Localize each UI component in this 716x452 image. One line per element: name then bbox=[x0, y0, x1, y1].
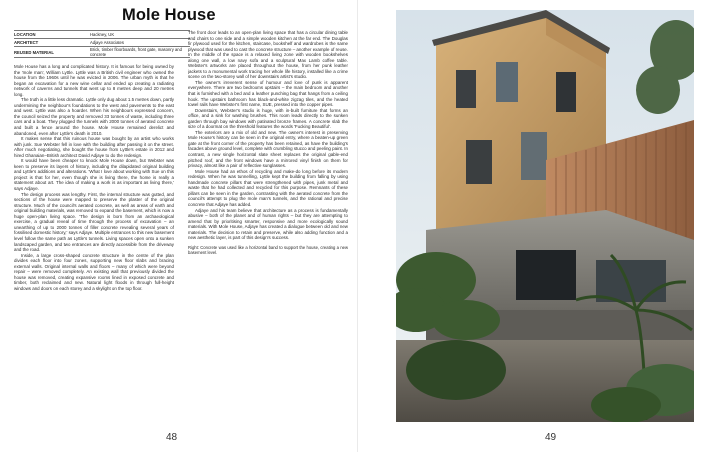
body-paragraph: The owner's irreverent sense of humour and love of punk is apparent everywhere. There are two bedrooms upstairs – the main bedroom and another that is furnished with a bed and a leather punching bag that hangs from a ceiling hook. The upstairs bathroom has black-and-white zigzag tiles, and the heated towel rails have Webster's first name, SUE, pressed into the copper pipes. bbox=[188, 79, 348, 108]
project-info-table bbox=[14, 30, 190, 58]
project-info-label: LOCATION bbox=[14, 31, 36, 37]
body-paragraph: The design process was lengthy. First, the internal structure was gutted, and sections of the house were mapped to preserve the plaster of the original structure. Much of the council's aerated concrete, as well as areas of earth and original building materials, was removed to expand the basement, which is now a huge open-plan living space. 'The design is born from an archaeological exercise, a gradual reveal of time through the process of excavation – an unearthing of up to 2000 tonnes of filler concrete revealing several years of fossilised domestic history,' says Adjaye. Multiple entrances to this new basement level follow the same path as Lyttle's tunnels. Living spaces open onto a sunken landscaped garden, and two entrances are directly accessible from the driveway and the road. bbox=[14, 191, 174, 253]
body-paragraph: Inside, a large cross-shaped concrete structure in the centre of the plan divides each floor into four zones, supporting new floor slabs and bracing external walls. Original internal walls and floors – many of which were beyond repair – were removed completely. An existing wall that previously divided the house was removed, creating expansive rooms lined in exposed concrete and timber, both reclaimed and new. Natural light floods in through full-height windows and doors on each storey and a skylight on the top floor. bbox=[14, 252, 174, 291]
house-photo bbox=[396, 10, 694, 422]
body-paragraph: The exteriors are a mix of old and new. The owner's interest in preserving Mole House's history can be seen in the original entry, where a beaten-up green gate at the front corner of the property has been retained, as have the building's facades above ground level, complete with crumbling stucco and peeling paint. In contrast, a new single horizontal slate sheet replaces the original gable-end pitched roof, and the front windows have a mirrored vinyl finish on them for privacy, almost like a pair of reflective sunglasses. bbox=[188, 129, 348, 169]
body-paragraph: The front door leads to an open-plan living space that has a circular dining table and chairs to one side and a simple wooden kitchen at the far end. The Douglas fir plywood used for the kitchen, staircase, bookshelf and wardrobes is the same plywood that was used to cast the concrete structure – another example of reuse. In the middle of the space is a relaxed living zone with wooden bookshelves along one wall, a low navy sofa and a sculptural Max Lamb coffee table. Webster's artworks are placed throughout the house, from her punk leather jackets to a monumental work tracing her whole life history, installed like a crime scene on the two-storey wall of her downstairs artist's studio. bbox=[188, 30, 348, 80]
project-info-value: Hackney, UK bbox=[90, 31, 115, 37]
project-info-row bbox=[14, 30, 190, 38]
body-paragraph: Downstairs, Webster's studio is huge, with in-built furniture that forms an office, and a sink for washing brushes. This room leads directly to the sunken garden through bay windows with patinated bronze frames. A concrete slab the size of a doormat on the threshold features the words 'Fucking Beautiful'. bbox=[188, 107, 348, 130]
project-info-label: ARCHITECT bbox=[14, 39, 39, 45]
body-paragraph: It would have been cheaper to knock Mole House down, but Webster was keen to preserve its layers of history, including the dilapidated original building and Lyttle's additions and alterations. 'What I love about working with Sue on this project is that for her, even though she is living there, the home is really a statement about art. The idea of making a work is as important as living there,' says Adjaye. bbox=[14, 158, 174, 192]
photo-caption: Right: Concrete was used like a horizontal band to support the house, creating a new basement level. bbox=[188, 244, 348, 255]
body-paragraph: Adjaye and his team believe that architecture as a process is fundamentally abusive – both of the planet and of human rights – but they are attempting to amend that by prioritising smarter, responsive and more ecologically sound materials. With Mole House, Adjaye has created a dialogue between old and new materials. The decision to retain and preserve, while also adding function and a new aesthetic layer, is part of this design's success. bbox=[188, 207, 348, 241]
body-paragraph: Mole House had an ethos of recycling and make-do long before its modern redesign. When he was tunnelling, Lyttle kept the building from falling by using handmade concrete pillars that were strengthened with pipes, junk metal and waste that he had collected and recycled for this purpose. Remnants of these pillars can be seen in the garden, contrasting with the aerated concrete from the council's attempt to plug the mole man's tunnels, and the rational and precise concrete that Adjaye has added. bbox=[188, 168, 348, 207]
page-title: Mole House bbox=[122, 6, 216, 24]
page-number-right: 49 bbox=[545, 432, 557, 443]
project-info-label: REUSED MATERIAL bbox=[14, 49, 54, 55]
body-column-left bbox=[14, 64, 174, 430]
project-info-value: Adjaye Associates bbox=[90, 39, 124, 45]
project-info-row bbox=[14, 38, 190, 46]
project-info-value: Brick, timber floorboards, front gate, masonry and concrete bbox=[90, 47, 182, 58]
body-paragraph: The truth is a little less dramatic. Lyttle only dug about 1.5 metres down, partly undermining the neighbour's foundations to the west and pavements to the east and west. Lyttle was also a hoarder. When his neighbours expressed concern, the council seized the property and removed 33 tonnes of waste, including three cars and a boat. They plugged the tunnels with 2000 tonnes of aerated concrete and built a fence around the house. Mole House remained derelict and abandoned, even after Lyttle's death in 2010. bbox=[14, 97, 174, 136]
body-paragraph: It makes sense that this ruinous house was bought by an artist who works with junk. Sue Webster fell in love with the building after passing it on the street. After much negotiating, she bought the house from Lyttle's estate in 2012 and hired Ghanaian–British architect David Adjaye to do the redesign. bbox=[14, 136, 174, 158]
body-column-right bbox=[188, 30, 348, 430]
project-info-row bbox=[14, 46, 190, 58]
right-page bbox=[358, 0, 716, 452]
page-number-left: 48 bbox=[166, 432, 178, 443]
body-paragraph: Mole House has a long and complicated history. It is famous for being owned by the 'mole man', William Lyttle. Lyttle was a British civil engineer who owned the house from the 1960s until he was evicted in 2006. The urban myth is that he began an excavation for a new wine cellar and ended up creating a radiating network of caverns and tunnels that went up to 8 metres deep and 20 metres long. bbox=[14, 64, 174, 97]
